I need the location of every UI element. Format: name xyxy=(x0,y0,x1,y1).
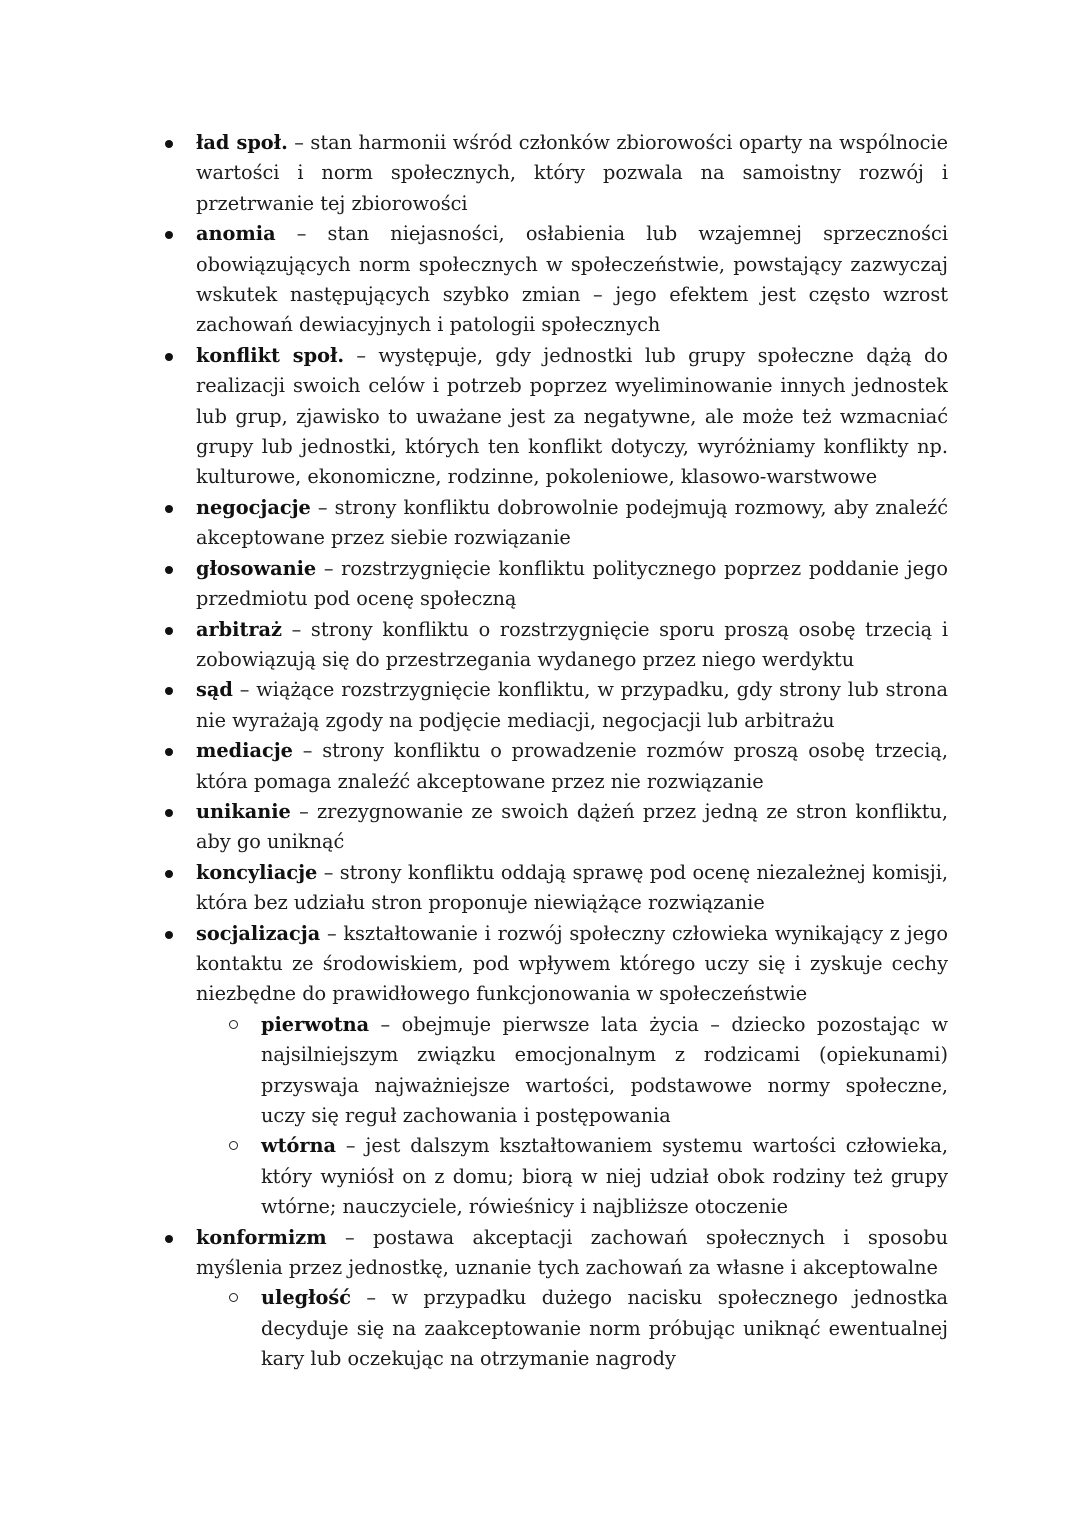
definition: – rozstrzygnięcie konfliktu politycznego poprzez poddanie jego przedmiotu pod ocenę społeczną xyxy=(196,556,948,611)
term: pierwotna xyxy=(261,1012,370,1036)
list-item-unikanie xyxy=(0,797,948,858)
definition: – postawa akceptacji zachowań społecznych i sposobu myślenia przez jednostkę, uznanie tych zachowań za własne i akceptowalne xyxy=(196,1225,948,1280)
list-item-arbitraz xyxy=(0,615,948,676)
list-item-mediacje xyxy=(0,736,948,797)
term: socjalizacja xyxy=(196,921,321,945)
term: konflikt społ. xyxy=(196,343,345,367)
list-item-anomia xyxy=(0,219,948,341)
list-item-sad xyxy=(0,675,948,736)
list-item-konflikt-spoleczny xyxy=(0,341,948,493)
term: anomia xyxy=(196,222,276,246)
definition: – strony konfliktu o rozstrzygnięcie sporu proszą osobę trzecią i zobowiązują się do przestrzegania wydanego przez niego werdyktu xyxy=(196,617,948,671)
glossary-list xyxy=(0,128,948,1375)
konformizm-sublist xyxy=(196,1283,948,1374)
list-item-socjalizacja xyxy=(0,919,948,1223)
term: negocjacje xyxy=(196,495,311,519)
sublist-item-pierwotna xyxy=(0,1010,948,1132)
term: mediacje xyxy=(196,739,293,763)
definition: – wiążące rozstrzygnięcie konfliktu, w przypadku, gdy strony lub strona nie wyrażają zgody na podjęcie mediacji, negocjacji lub arbitrażu xyxy=(196,678,948,732)
term: wtórna xyxy=(261,1134,337,1158)
definition: – w przypadku dużego nacisku społecznego jednostka decyduje się na zaakceptowanie norm próbując uniknąć ewentualnej kary lub oczekując na otrzymanie nagrody xyxy=(261,1286,948,1371)
definition: – stan harmonii wśród członków zbiorowości oparty na wspólnocie wartości i norm społecznych, który pozwala na samoistny rozwój i przetrwanie tej zbiorowości xyxy=(196,131,949,215)
definition: – obejmuje pierwsze lata życia – dziecko pozostając w najsilniejszym związku emocjonalnym z rodzicami (opiekunami) przyswaja najważniejsze wartości, podstawowe normy społeczne, uczy się reguł zachowania i postępowania xyxy=(261,1012,948,1127)
term: konformizm xyxy=(196,1225,327,1249)
socjalizacja-sublist xyxy=(196,1010,948,1223)
term: arbitraż xyxy=(196,617,282,641)
term: ład społ. xyxy=(196,131,288,154)
definition: – jest dalszym kształtowaniem systemu wartości człowieka, który wyniósł on z domu; biorą w niej udział obok rodziny też grupy wtórne; nauczyciele, rówieśnicy i najbliższe otoczenie xyxy=(261,1134,948,1219)
term: głosowanie xyxy=(196,556,317,580)
term: unikanie xyxy=(196,799,291,823)
list-item-lad-spoleczny xyxy=(0,128,948,219)
list-item-glosowanie xyxy=(0,554,948,615)
definition: – stan niejasności, osłabienia lub wzajemnej sprzeczności obowiązujących norm społecznych w społeczeństwie, powstający zazwyczaj wskutek następujących szybko zmian – jego efektem jest często wzrost zachowań dewiacyjnych i patologii społecznych xyxy=(196,222,948,337)
list-item-koncyliacje xyxy=(0,858,948,919)
definition: – strony konfliktu o prowadzenie rozmów proszą osobę trzecią, która pomaga znaleźć akceptowane przez nie rozwiązanie xyxy=(196,739,948,793)
definition: – kształtowanie i rozwój społeczny człowieka wynikający z jego kontaktu ze środowiskiem, pod wpływem którego uczy się i zyskuje cechy niezbędne do prawidłowego funkcjonowania w społeczeństwie xyxy=(196,921,948,1006)
list-item-negocjacje xyxy=(0,493,948,554)
term: koncyliacje xyxy=(196,860,318,884)
definition: – występuje, gdy jednostki lub grupy społeczne dążą do realizacji swoich celów i potrzeb poprzez wyeliminowanie innych jednostek lub grup, zjawisko to uważane jest za negatywne, ale może też wzmacniać grupy lub jednostki, których ten konflikt dotyczy, wyróżniamy konflikty np. kulturowe, ekonomiczne, rodzinne, pokoleniowe, klasowo-warstwowe xyxy=(196,343,948,489)
term: uległość xyxy=(261,1286,351,1310)
definition: – strony konfliktu dobrowolnie podejmują rozmowy, aby znaleźć akceptowane przez siebie rozwiązanie xyxy=(196,495,948,550)
sublist-item-wtorna xyxy=(0,1131,948,1222)
term: sąd xyxy=(196,678,233,702)
list-item-konformizm xyxy=(0,1223,948,1375)
definition: – strony konfliktu oddają sprawę pod ocenę niezależnej komisji, która bez udziału stron proponuje niewiążące rozwiązanie xyxy=(196,860,948,915)
definition: – zrezygnowanie ze swoich dążeń przez jedną ze stron konfliktu, aby go uniknąć xyxy=(196,799,948,854)
sublist-item-uleglosc xyxy=(0,1283,948,1374)
